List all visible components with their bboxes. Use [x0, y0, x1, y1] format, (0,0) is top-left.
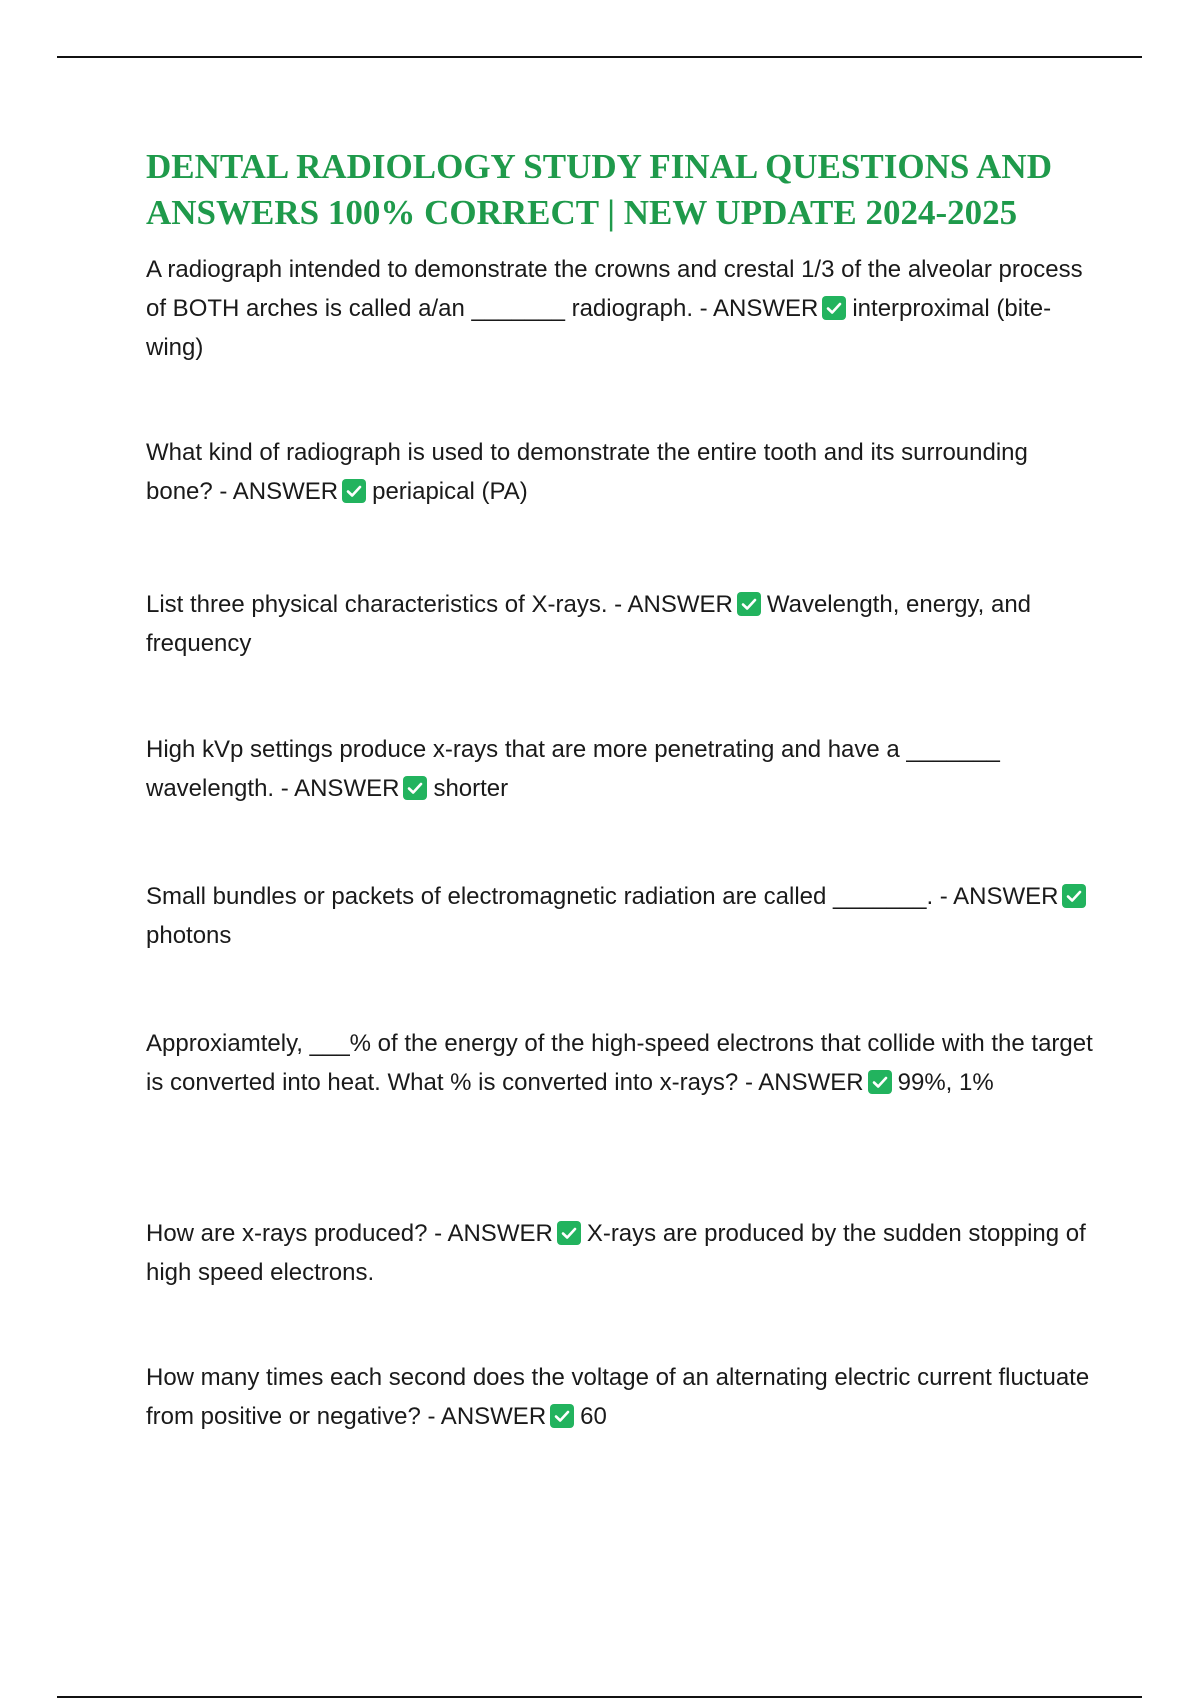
answer-text: 99%, 1%	[897, 1069, 994, 1096]
question-text: Approxiamtely, ___% of the energy of the high-speed electrons that collide with the target is converted into heat. What % is converted into x-rays? - ANSWER	[146, 1030, 1093, 1096]
question-text: List three physical characteristics of X-rays. - ANSWER	[146, 591, 733, 618]
answer-text: photons	[146, 922, 232, 949]
qa-item	[146, 730, 1096, 808]
question-text: Small bundles or packets of electromagnetic radiation are called _______. - ANSWER	[146, 883, 1059, 910]
question-text: What kind of radiograph is used to demonstrate the entire tooth and its surrounding bone? - ANSWER	[146, 439, 1028, 505]
qa-item	[146, 1358, 1096, 1436]
answer-text: shorter	[433, 775, 509, 802]
check-mark-box-icon	[868, 1070, 892, 1094]
answer-text: interproximal (bite-wing)	[146, 295, 1052, 361]
document-title: DENTAL RADIOLOGY STUDY FINAL QUESTIONS AND ANSWERS 100% CORRECT | NEW UPDATE 2024-2025	[146, 147, 1052, 232]
answer-text: X-rays are produced by the sudden stopping of high speed electrons.	[146, 1220, 1086, 1286]
check-mark-box-icon	[737, 592, 761, 616]
qa-item	[146, 585, 1096, 663]
qa-item	[146, 1214, 1096, 1292]
qa-item	[146, 433, 1096, 511]
question-text: High kVp settings produce x-rays that are more penetrating and have a _______ wavelength. - ANSWER	[146, 736, 1000, 802]
qa-item	[146, 877, 1096, 955]
check-mark-box-icon	[403, 776, 427, 800]
answer-text: periapical (PA)	[372, 478, 528, 505]
check-mark-box-icon	[342, 479, 366, 503]
qa-item	[146, 1024, 1096, 1102]
check-mark-box-icon	[1062, 884, 1086, 908]
top-rule	[57, 56, 1142, 58]
question-text: How many times each second does the voltage of an alternating electric current fluctuate from positive or negative? - ANSWER	[146, 1364, 1090, 1430]
qa-item	[146, 250, 1096, 367]
answer-text: Wavelength, energy, and frequency	[146, 591, 1032, 657]
question-text: A radiograph intended to demonstrate the crowns and crestal 1/3 of the alveolar process of BOTH arches is called a/an _______ radiograph. - ANSWER	[146, 256, 1083, 322]
check-mark-box-icon	[550, 1404, 574, 1428]
check-mark-box-icon	[822, 296, 846, 320]
question-text: How are x-rays produced? - ANSWER	[146, 1220, 553, 1247]
bottom-rule	[57, 1696, 1142, 1698]
answer-text: 60	[580, 1403, 607, 1430]
check-mark-box-icon	[557, 1221, 581, 1245]
